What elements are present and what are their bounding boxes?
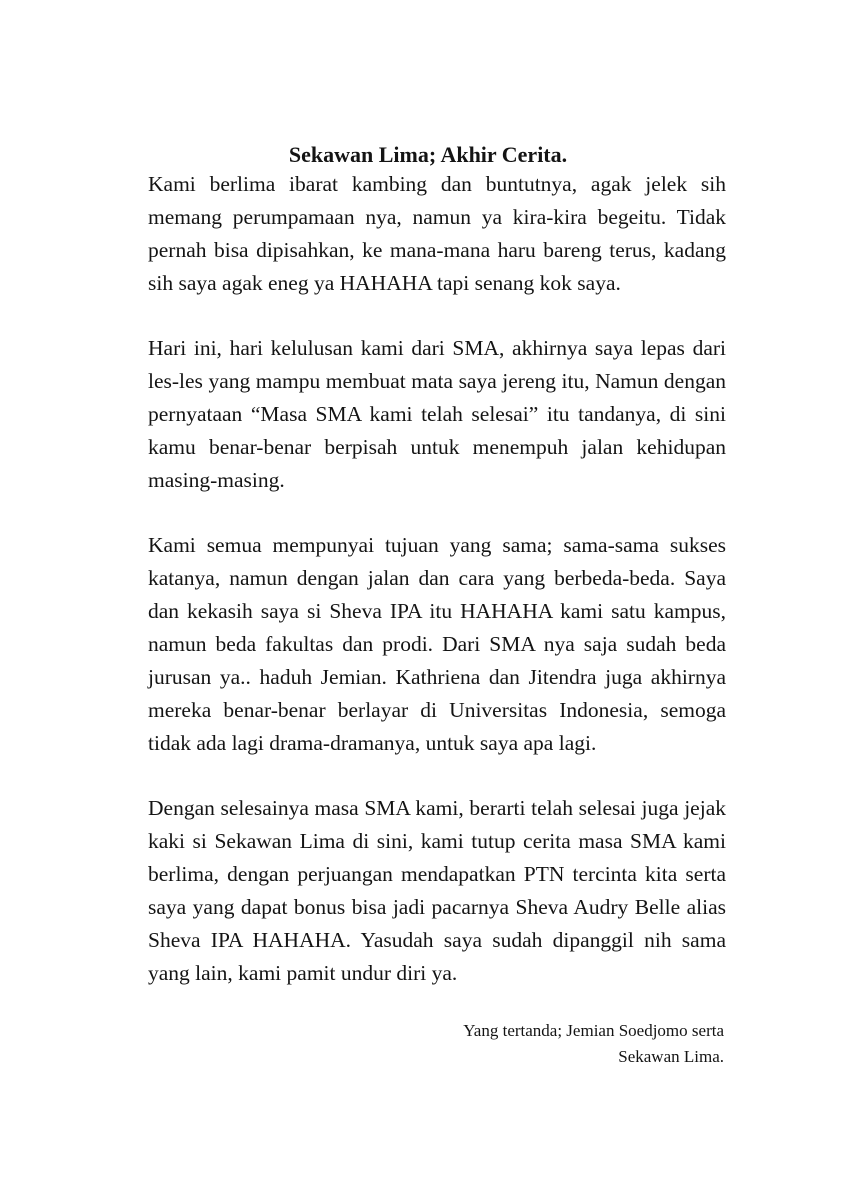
signature-line-1: Yang tertanda; Jemian Soedjomo serta	[463, 1021, 724, 1040]
paragraph-3: Kami semua mempunyai tujuan yang sama; sama-sama sukses katanya, namun dengan jalan dan cara yang berbeda-beda. Saya dan kekasih saya si Sheva IPA itu HAHAHA kami satu kampus, namun beda fakultas dan prodi. Dari SMA nya saja sudah beda jurusan ya.. haduh Jemian. Kathriena dan Jitendra juga akhirnya mereka benar-benar berlayar di Universitas Indonesia, semoga tidak ada lagi drama-dramanya, untuk saya apa lagi.	[148, 533, 726, 755]
signature-block	[463, 1018, 724, 1070]
document-title: Sekawan Lima; Akhir Cerita.	[288, 142, 568, 167]
paragraph-2: Hari ini, hari kelulusan kami dari SMA, akhirnya saya lepas dari les-les yang mampu membuat mata saya jereng itu, Namun dengan pernyataan “Masa SMA kami telah selesai” itu tandanya, di sini kamu benar-benar berpisah untuk menempuh jalan kehidupan masing-masing.	[148, 336, 726, 492]
document-body	[148, 168, 726, 1022]
signature-line-2: Sekawan Lima.	[618, 1047, 724, 1066]
paragraph-1: Kami berlima ibarat kambing dan buntutnya, agak jelek sih memang perumpamaan nya, namun ya kira-kira begeitu. Tidak pernah bisa dipisahkan, ke mana-mana haru bareng terus, kadang sih saya agak eneg ya HAHAHA tapi senang kok saya.	[148, 172, 726, 295]
paragraph-4: Dengan selesainya masa SMA kami, berarti telah selesai juga jejak kaki si Sekawan Lima di sini, kami tutup cerita masa SMA kami berlima, dengan perjuangan mendapatkan PTN tercinta kita serta saya yang dapat bonus bisa jadi pacarnya Sheva Audry Belle alias Sheva IPA HAHAHA. Yasudah saya sudah dipanggil nih sama yang lain, kami pamit undur diri ya.	[148, 796, 726, 985]
